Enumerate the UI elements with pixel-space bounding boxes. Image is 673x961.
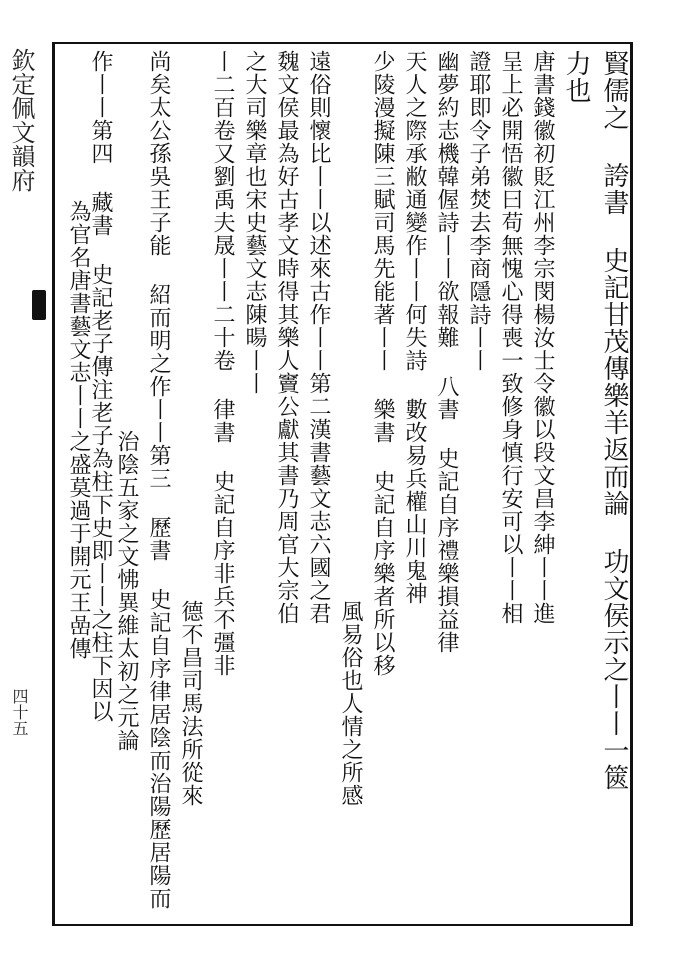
margin-title: 欽定佩文韻府 [7, 48, 35, 192]
text-column-2: 力也 [561, 50, 591, 104]
text-column-5: 證耶即令子弟焚去李商隱詩丨丨 [466, 50, 491, 372]
text-column-16: 治陰五家之文怫異維太初之元論 [114, 430, 139, 752]
text-column-10: 遠俗則懷比丨丨以述來古作丨丨第二漢書藝文志六國之君 [306, 50, 331, 625]
text-column-18: 為官名唐書藝文志丨丨之盛莫過于開元王嵒傳 [66, 200, 91, 660]
text-column-1: 賢儒之 誇書 史記甘茂傳樂羊返而論 功文侯示之丨丨一篋 [599, 50, 629, 791]
page-number: 四十五 [10, 688, 29, 736]
text-column-14: 德不昌司馬法所從來 [178, 600, 203, 807]
text-column-8: 少陵漫擬陳三賦司馬先能著丨丨 樂書 史記自序樂者所以移 [370, 50, 395, 677]
text-column-9: 風易俗也人情之所感 [338, 600, 363, 807]
text-column-3: 唐書錢徽初貶江州李宗閔楊汝士令徽以段文昌李紳丨丨進 [530, 50, 555, 625]
text-column-17: 作丨丨第四 藏書 史記老子傳注老子為柱下史即丨丨之柱下因以 [88, 50, 113, 723]
text-column-7: 天人之際承敝通變作丨丨何失詩 數改易兵權山川鬼神 [402, 50, 427, 605]
text-column-6: 幽夢約志機韓偓詩丨丨欲報難 八書 史記自序禮樂損益律 [434, 50, 459, 654]
text-column-4: 呈上必開悟徽曰苟無愧心得喪一致修身慎行安可以丨丨相 [498, 50, 523, 625]
text-column-11: 魏文侯最為好古孝文時得其樂人竇公獻其書乃周官大宗伯 [274, 50, 299, 625]
text-column-13: 丨二百卷又劉禹夫晟丨丨二十卷 律書 史記自序非兵不彊非 [210, 50, 235, 677]
fish-tail-mark [32, 290, 46, 320]
text-column-12: 之大司樂章也宋史藝文志陳暘丨丨 [242, 50, 267, 395]
text-column-15: 尚矣太公孫吳王子能 紹而明之作丨丨第三 歷書 史記自序律居陰而治陽歷居陽而 [146, 50, 171, 910]
